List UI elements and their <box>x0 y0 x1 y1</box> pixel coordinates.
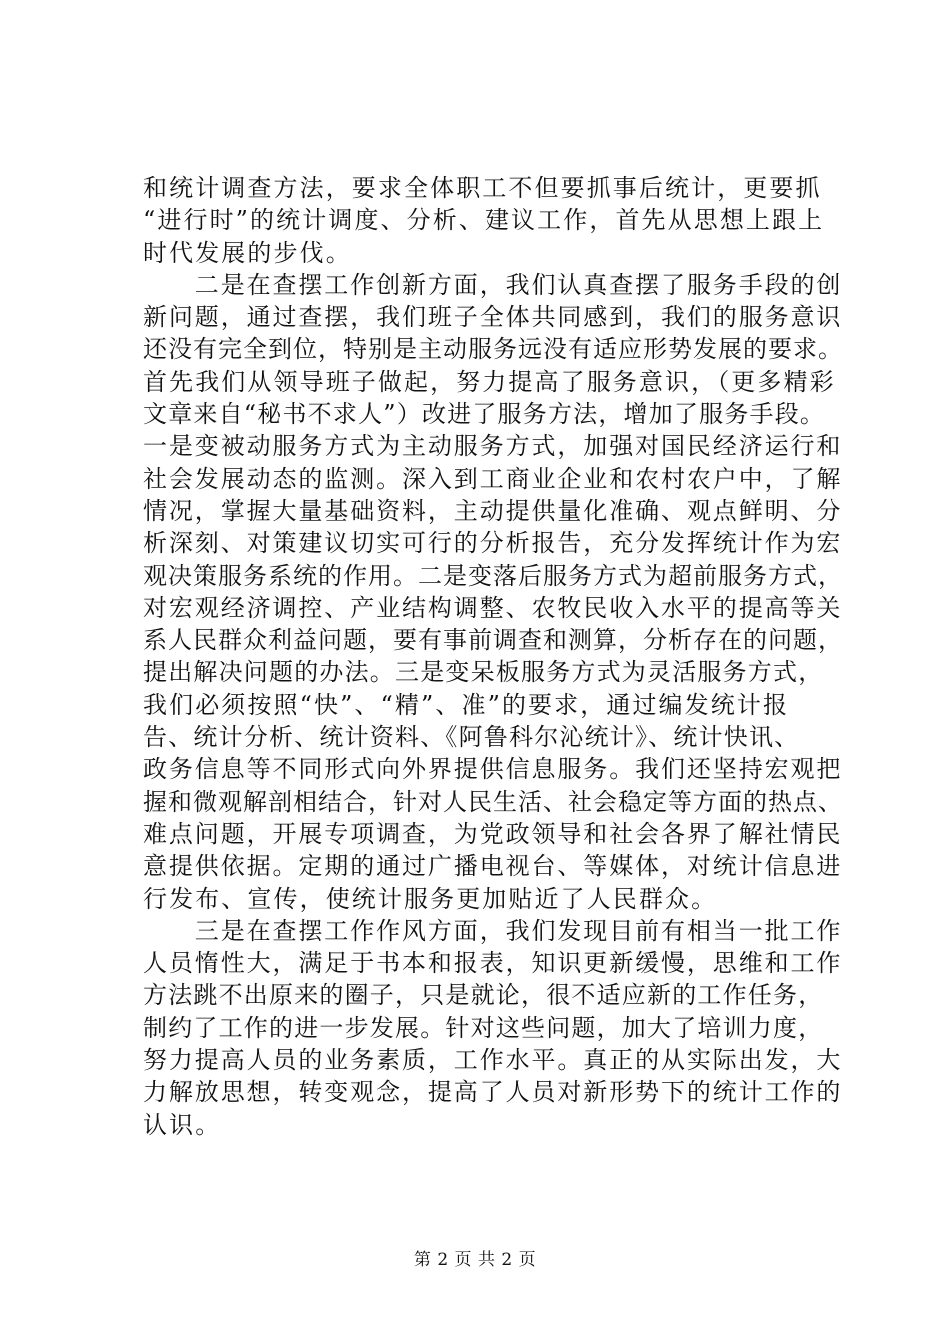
page-number-footer: 第 2 页 共 2 页 <box>413 1250 537 1270</box>
text-line: 文章来自“秘书不求人”）改进了服务方法，增加了服务手段。 <box>143 400 826 429</box>
text-line: 还没有完全到位，特别是主动服务远没有适应形势发展的要求。 <box>143 335 843 364</box>
text-line: 意提供依据。定期的通过广播电视台、等媒体，对统计信息进 <box>143 852 843 881</box>
text-line: 努力提高人员的业务素质，工作水平。真正的从实际出发，大 <box>143 1046 843 1075</box>
text-line: 认识。 <box>143 1110 222 1139</box>
text-line: 对宏观经济调控、产业结构调整、农牧民收入水平的提高等关 <box>143 593 843 622</box>
text-line: 政务信息等不同形式向外界提供信息服务。我们还坚持宏观把 <box>143 755 843 784</box>
text-line: 提出解决问题的办法。三是变呆板服务方式为灵活服务方式， <box>143 658 824 687</box>
text-line: 三是在查摆工作作风方面，我们发现目前有相当一批工作 <box>143 916 843 945</box>
text-line: 首先我们从领导班子做起，努力提高了服务意识，（更多精彩 <box>143 367 836 396</box>
text-line: 人员惰性大，满足于书本和报表，知识更新缓慢，思维和工作 <box>143 949 843 978</box>
text-line: “进行时”的统计调度、分析、建议工作，首先从思想上跟上 <box>143 206 825 235</box>
text-line: 系人民群众利益问题，要有事前调查和测算，分析存在的问题， <box>143 626 843 655</box>
text-line: 行发布、宣传，使统计服务更加贴近了人民群众。 <box>143 884 718 913</box>
document-body <box>143 172 843 1141</box>
text-line: 我们必须按照“快”、“精”、准”的要求，通过编发统计报 <box>143 690 790 719</box>
text-line: 握和微观解剖相结合，针对人民生活、社会稳定等方面的热点、 <box>143 787 843 816</box>
text-line: 时代发展的步伐。 <box>143 238 352 267</box>
text-line: 告、统计分析、统计资料、《阿鲁科尔沁统计》、统计快讯、 <box>143 723 800 752</box>
text-line: 观决策服务系统的作用。二是变落后服务方式为超前服务方式， <box>143 561 843 590</box>
text-line: 析深刻、对策建议切实可行的分析报告，充分发挥统计作为宏 <box>143 529 843 558</box>
text-line: 新问题，通过查摆，我们班子全体共同感到，我们的服务意识 <box>143 303 843 332</box>
text-line: 制约了工作的进一步发展。针对这些问题，加大了培训力度， <box>143 1013 824 1042</box>
text-line: 情况，掌握大量基础资料，主动提供量化准确、观点鲜明、分 <box>143 496 843 525</box>
text-line: 方法跳不出原来的圈子，只是就论，很不适应新的工作任务， <box>143 981 824 1010</box>
text-line: 力解放思想，转变观念，提高了人员对新形势下的统计工作的 <box>143 1078 843 1107</box>
text-line: 二是在查摆工作创新方面，我们认真查摆了服务手段的创 <box>143 270 843 299</box>
text-line: 社会发展动态的监测。深入到工商业企业和农村农户中，了解 <box>143 464 843 493</box>
text-line: 一是变被动服务方式为主动服务方式，加强对国民经济运行和 <box>143 432 843 461</box>
text-line: 难点问题，开展专项调查，为党政领导和社会各界了解社情民 <box>143 819 843 848</box>
text-line: 和统计调查方法，要求全体职工不但要抓事后统计，更要抓 <box>143 174 822 202</box>
